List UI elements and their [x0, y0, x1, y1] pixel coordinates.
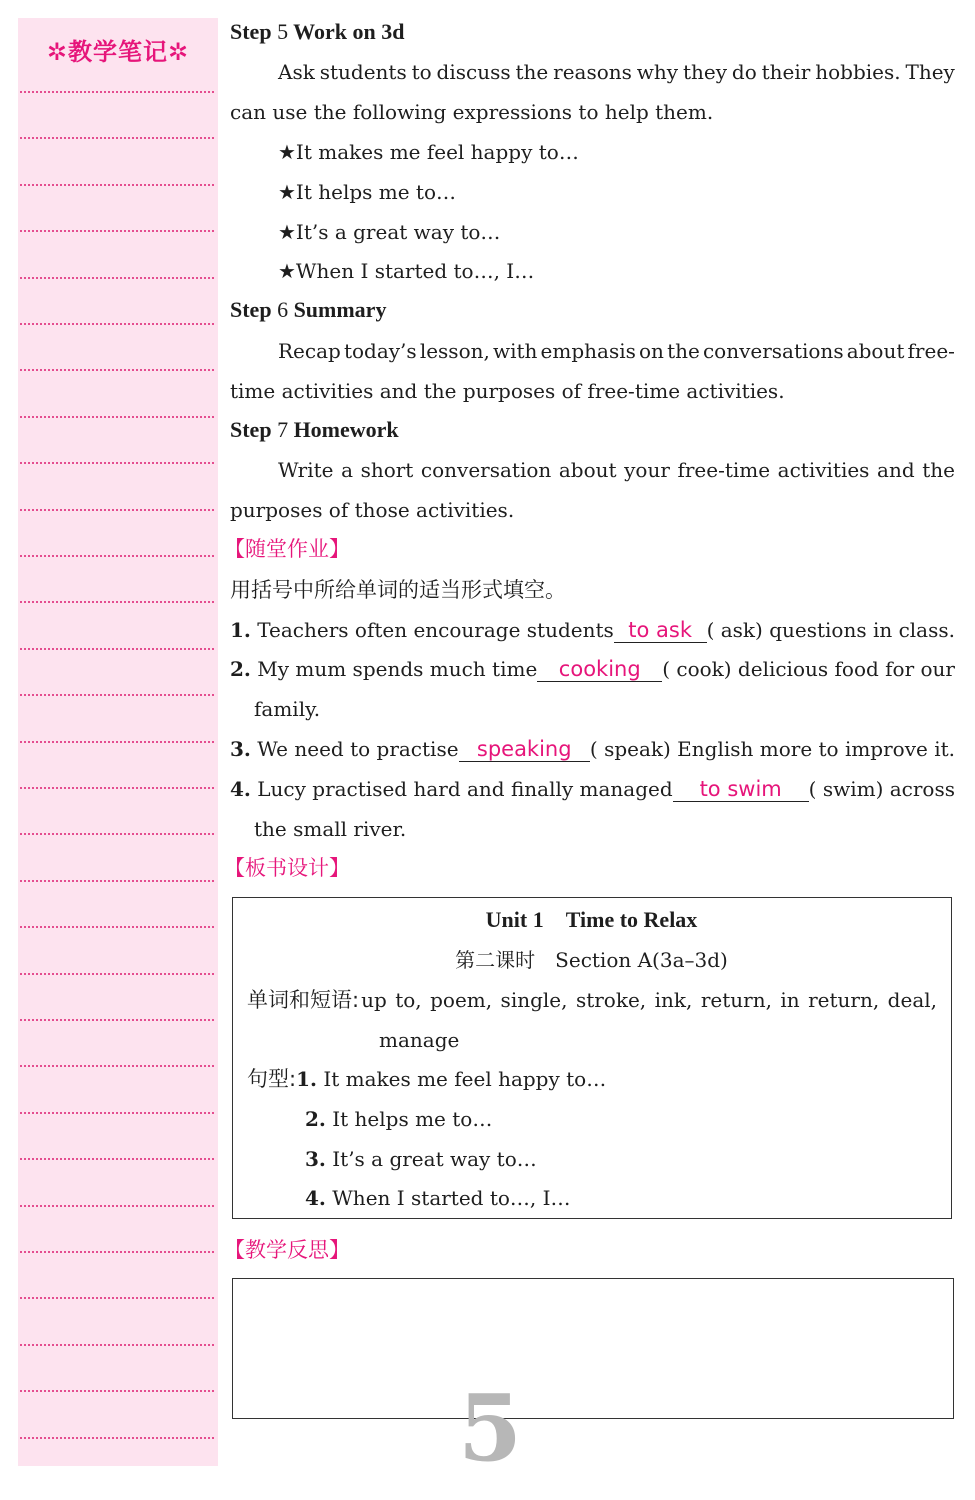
question-before: We need to practise — [257, 737, 459, 761]
word: with — [492, 339, 538, 363]
step7-body-line2: purposes of those activities. — [230, 498, 515, 522]
word: free- — [907, 339, 955, 363]
question-text — [230, 616, 614, 644]
step5-body-line2: can use the following expressions to help them. — [230, 100, 714, 124]
note-line — [20, 369, 214, 371]
note-lines — [18, 18, 218, 1466]
word: to — [411, 60, 432, 84]
pattern-number: 2. — [305, 1107, 326, 1131]
board-design-box — [232, 897, 952, 1219]
step6-label: Step — [230, 297, 272, 322]
note-line — [20, 137, 214, 139]
board-unit-label: Unit 1 — [485, 907, 544, 932]
step7-label: Step — [230, 417, 272, 442]
question-after: ( swim) across — [808, 777, 955, 801]
step6-body-line2: time activities and the purposes of free-time activities. — [230, 379, 785, 403]
note-line — [20, 1344, 214, 1346]
word: conversations — [702, 339, 844, 363]
pattern-number: 1. — [296, 1067, 317, 1091]
board-heading: 【板书设计】 — [224, 856, 350, 880]
word: hobbies. — [815, 60, 901, 84]
step5-label: Step — [230, 19, 272, 44]
question-after: ( ask) questions in class. — [706, 618, 955, 642]
answer-text: cooking — [558, 657, 641, 681]
teaching-notes-sidebar — [18, 18, 218, 1466]
answer-blank — [537, 655, 662, 682]
step7-title: Homework — [293, 417, 399, 442]
answer-blank — [459, 735, 590, 762]
sidebar-title: ✲教学笔记✲ — [46, 38, 190, 66]
step5-number: 5 — [277, 19, 289, 44]
page-number: 5 — [457, 1374, 522, 1482]
pattern-number: 3. — [305, 1147, 326, 1171]
note-line — [20, 1390, 214, 1392]
note-line — [20, 91, 214, 93]
answer-text: to ask — [628, 618, 693, 642]
question-number: 4. — [230, 777, 251, 801]
note-line — [20, 787, 214, 789]
word: free-time — [677, 458, 771, 482]
word: lesson, — [419, 339, 490, 363]
note-line — [20, 1065, 214, 1067]
pattern-text: It makes me feel happy to… — [323, 1067, 607, 1091]
word: do — [731, 60, 757, 84]
expression-item: ★It makes me feel happy to… — [278, 140, 579, 164]
note-line — [20, 416, 214, 418]
word: students — [319, 60, 407, 84]
step7-body-line1 — [278, 456, 955, 484]
question-1 — [230, 616, 955, 644]
pattern-text: It helps me to… — [332, 1107, 493, 1131]
step6-heading — [230, 296, 386, 324]
question-4-cont: the small river. — [254, 817, 407, 841]
word: about — [846, 339, 905, 363]
note-line — [20, 277, 214, 279]
question-text — [230, 735, 459, 763]
answer-blank — [614, 616, 707, 643]
word: a — [341, 458, 353, 482]
word: why — [636, 60, 679, 84]
note-line — [20, 462, 214, 464]
board-unit-title: Time to Relax — [565, 907, 698, 932]
board-vocab-label: 单词和短语: — [247, 988, 360, 1012]
word: their — [761, 60, 811, 84]
note-line — [20, 1158, 214, 1160]
board-pattern-2 — [305, 1105, 492, 1133]
word: the — [922, 458, 955, 482]
pattern-text: When I started to…, I… — [332, 1186, 571, 1210]
word: Write — [278, 458, 334, 482]
question-before: Teachers often encourage students — [257, 618, 614, 642]
step6-body-line1 — [278, 337, 955, 365]
board-pattern-4 — [305, 1184, 571, 1212]
expression-item: ★It’s a great way to… — [278, 220, 501, 244]
board-patterns-label-text: 句型: — [247, 1067, 297, 1091]
word: today’s — [343, 339, 417, 363]
homework-heading: 【随堂作业】 — [224, 537, 350, 561]
word: short — [360, 458, 414, 482]
note-line — [20, 555, 214, 557]
question-2-cont: family. — [254, 697, 321, 721]
note-line — [20, 509, 214, 511]
word: the — [515, 60, 549, 84]
board-vocab-text: up to, poem, single, stroke, ink, return, in return, deal, — [361, 988, 937, 1012]
question-4 — [230, 775, 955, 803]
step7-heading — [230, 416, 399, 444]
homework-instruction: 用括号中所给单词的适当形式填空。 — [230, 578, 566, 602]
word: activities — [777, 458, 870, 482]
note-line — [20, 1297, 214, 1299]
pattern-number: 4. — [305, 1186, 326, 1210]
word: on — [639, 339, 664, 363]
question-before: My mum spends much time — [257, 657, 538, 681]
question-after: ( cook) delicious food for our — [662, 657, 955, 681]
step6-title: Summary — [293, 297, 387, 322]
note-line — [20, 648, 214, 650]
note-line — [20, 973, 214, 975]
question-number: 2. — [230, 657, 251, 681]
board-vocab-line2: manage — [379, 1028, 460, 1052]
note-line — [20, 1019, 214, 1021]
word: discuss — [436, 60, 511, 84]
reflection-box — [232, 1278, 954, 1419]
note-line — [20, 833, 214, 835]
word: conversation — [420, 458, 552, 482]
word: Recap — [278, 339, 341, 363]
question-before: Lucy practised hard and finally managed — [257, 777, 673, 801]
word: They — [905, 60, 955, 84]
question-2 — [230, 655, 955, 683]
answer-text: to swim — [699, 777, 782, 801]
note-line — [20, 1205, 214, 1207]
question-number: 1. — [230, 618, 251, 642]
question-after: ( speak) English more to improve it. — [589, 737, 955, 761]
board-vocab-line1 — [247, 986, 937, 1014]
board-lesson: 第二课时 Section A(3a–3d) — [455, 948, 728, 972]
note-line — [20, 1437, 214, 1439]
reflection-heading: 【教学反思】 — [224, 1238, 350, 1262]
step7-number: 7 — [277, 417, 289, 442]
answer-blank — [673, 775, 809, 802]
step5-body-line1 — [278, 58, 955, 86]
board-pattern-3 — [305, 1145, 537, 1173]
step6-number: 6 — [277, 297, 289, 322]
expression-item: ★It helps me to… — [278, 180, 456, 204]
note-line — [20, 1251, 214, 1253]
pattern-text: It’s a great way to… — [332, 1147, 537, 1171]
question-number: 3. — [230, 737, 251, 761]
word: reasons — [553, 60, 632, 84]
question-text — [230, 655, 537, 683]
note-line — [20, 741, 214, 743]
question-3 — [230, 735, 955, 763]
step5-heading — [230, 18, 404, 46]
note-line — [20, 926, 214, 928]
word: your — [624, 458, 670, 482]
note-line — [20, 694, 214, 696]
note-line — [20, 230, 214, 232]
word: Ask — [278, 60, 315, 84]
board-patterns-label — [247, 1065, 606, 1093]
answer-text: speaking — [476, 737, 572, 761]
note-line — [20, 323, 214, 325]
word: about — [558, 458, 617, 482]
word: emphasis — [540, 339, 636, 363]
word: they — [682, 60, 728, 84]
note-line — [20, 601, 214, 603]
word: the — [667, 339, 700, 363]
step5-title: Work on 3d — [293, 19, 405, 44]
question-text — [230, 775, 673, 803]
board-title — [233, 906, 950, 934]
note-line — [20, 1112, 214, 1114]
word: and — [877, 458, 915, 482]
note-line — [20, 880, 214, 882]
expression-item: ★When I started to…, I… — [278, 259, 535, 283]
note-line — [20, 184, 214, 186]
